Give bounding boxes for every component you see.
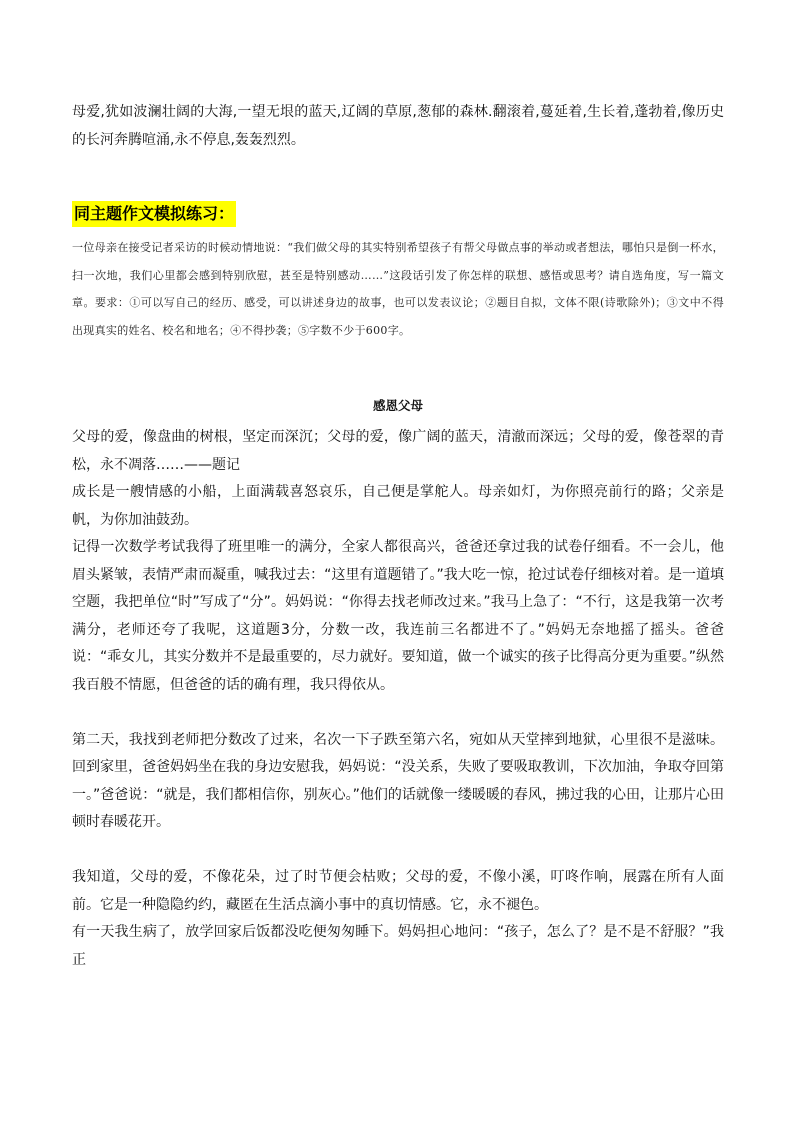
essay-paragraph-epigraph: 父母的爱，像盘曲的树根，坚定而深沉；父母的爱，像广阔的蓝天，清澈而深远；父母的爱，像苍翠的青松，永不凋落……——题记 [72,429,724,473]
section-heading: 同主题作文模拟练习： [72,201,236,227]
essay-title: 感恩父母 [372,398,423,413]
essay-paragraph: 有一天我生病了，放学回家后饭都没吃便匆匆睡下。妈妈担心地问：“孩子，怎么了？是不是不舒服？”我正 [72,924,724,968]
essay-paragraph: 我知道，父母的爱，不像花朵，过了时节便会枯败；父母的爱，不像小溪，叮咚作响，展露在所有人面前。它是一种隐隐约约，藏匿在生活点滴小事中的真切情感。它，永不褪色。 [72,869,724,913]
essay-paragraph: 成长是一艘情感的小船，上面满载喜怒哀乐，自己便是掌舵人。母亲如灯，为你照亮前行的路；父亲是帆，为你加油鼓劲。 [72,484,724,528]
essay-paragraph: 记得一次数学考试我得了班里唯一的满分，全家人都很高兴，爸爸还拿过我的试卷仔细看。不一会儿，他眉头紧皱，表情严肃而凝重，喊我过去：“这里有道题错了。”我大吃一惊，抢过试卷仔细核对着。是一道填空题，我把单位“时”写成了“分”。妈妈说：“你得去找老师改过来。”我马上急了：“不行，这是我第一次考满分，老师还夸了我呢，这道题3分，分数一改，我连前三名都进不了。”妈妈无奈地摇了摇头。爸爸说：“乖女儿，其实分数并不是最重要的，尽力就好。要知道，做一个诚实的孩子比得高分更为重要。”纵然我百般不情愿，但爸爸的话的确有理，我只得依从。 [72,539,724,693]
writing-prompt: 一位母亲在接受记者采访的时候动情地说：“我们做父母的其实特别希望孩子有帮父母做点事的举动或者想法，哪怕只是倒一杯水，扫一次地，我们心里都会感到特别欣慰，甚至是特别感动……”这段话引发了你怎样的联想、感悟或思考？请自选角度，写一篇文章。要求：①可以写自己的经历、感受，可以讲述身边的故事，也可以发表议论；②题目自拟，文体不限(诗歌除外)；③文中不得出现真实的姓名、校名和地名；④不得抄袭；⑤字数不少于600字。 [72,241,724,337]
section-heading-container [72,201,724,227]
essay-body [72,424,724,974]
essay-paragraph: 第二天，我找到老师把分数改了过来，名次一下子跌至第六名，宛如从天堂摔到地狱，心里很不是滋味。回到家里，爸爸妈妈坐在我的身边安慰我，妈妈说：“没关系，失败了要吸取教训，下次加油，争取夺回第一。”爸爸说：“就是，我们都相信你，别灰心。”他们的话就像一缕暖暖的春风，拂过我的心田，让那片心田顿时春暖花开。 [72,731,724,830]
intro-paragraph: 母爱,犹如波澜壮阔的大海,一望无垠的蓝天,辽阔的草原,葱郁的森林.翻滚着,蔓延着,生长着,蓬勃着,像历史的长河奔腾喧涌,永不停息,轰轰烈烈。 [72,104,724,148]
